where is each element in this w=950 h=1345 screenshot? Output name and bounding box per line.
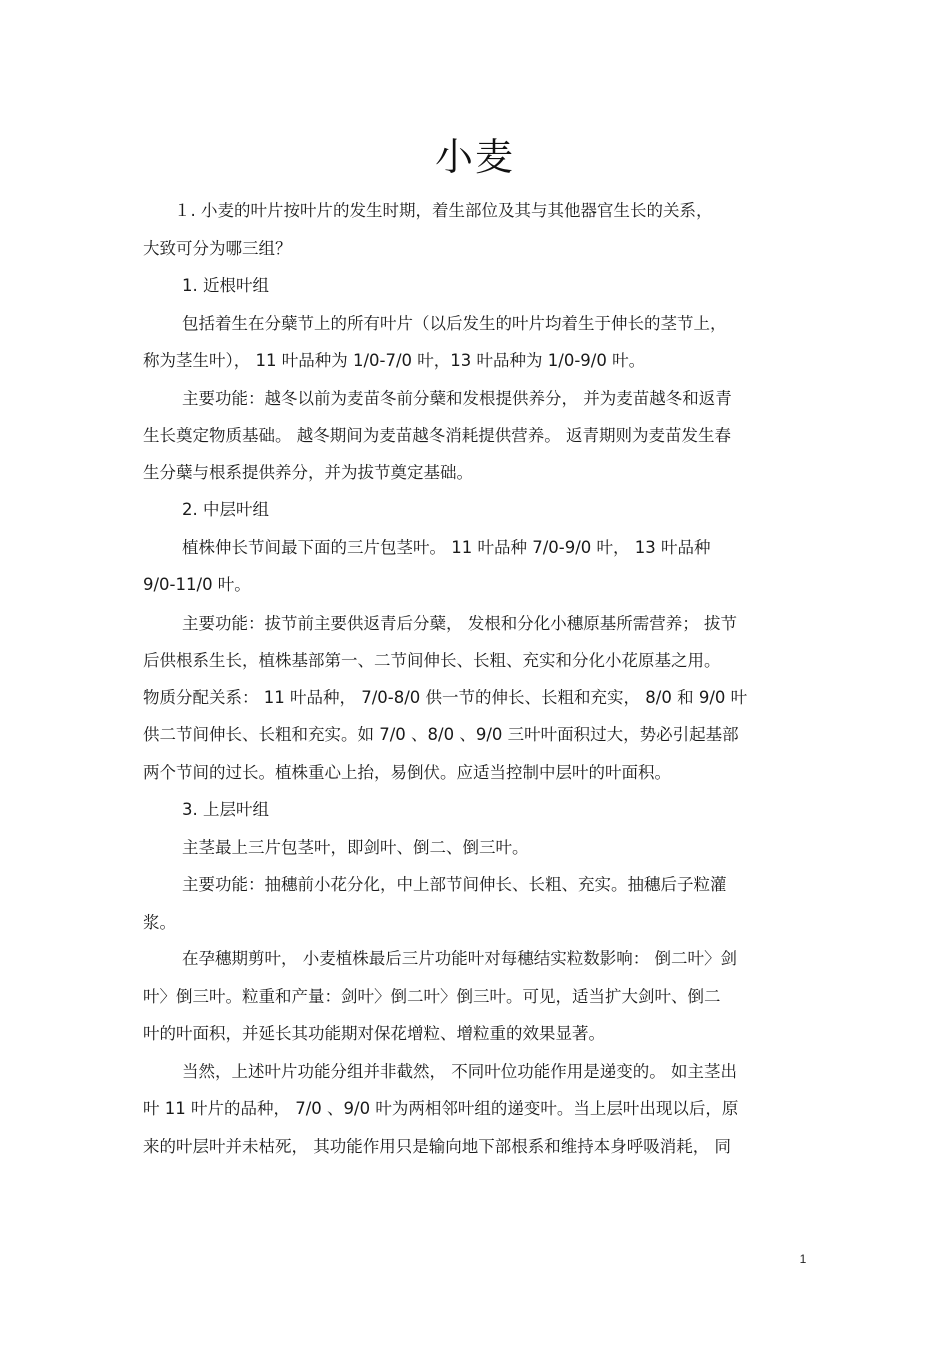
group-2-definition-line-1: 植株伸长节间最下面的三片包茎叶。 11 叶品种 7/0-9/0 叶， 13 叶品种: [182, 538, 711, 557]
group-1-function-line-1: 主要功能：越冬以前为麦苗冬前分蘖和发根提供养分， 并为麦苗越冬和返青: [182, 389, 732, 408]
group-1-function-line-2: 生长奠定物质基础。 越冬期间为麦苗越冬消耗提供营养。 返青期则为麦苗发生春: [143, 426, 731, 445]
group-2-heading: 2. 中层叶组: [182, 500, 269, 519]
group-2-function-line-2: 后供根系生长，植株基部第一、二节间伸长、长粗、充实和分化小花原基之用。: [143, 651, 721, 670]
note-line-2: 叶 11 叶片的品种， 7/0 、9/0 叶为两相邻叶组的递变叶。当上层叶出现以后，原: [143, 1099, 739, 1118]
trim-leaf-line-3: 叶的叶面积，并延长其功能期对保花增粒、增粒重的效果显著。: [143, 1024, 605, 1043]
question-1-line-1: １. 小麦的叶片按叶片的发生时期，着生部位及其与其他器官生长的关系，: [174, 201, 713, 220]
group-3-function-line-2: 浆。: [143, 913, 176, 932]
group-2-allocation-line-2: 供二节间伸长、长粗和充实。如 7/0 、8/0 、9/0 三叶叶面积过大，势必引起基部: [143, 725, 739, 744]
group-1-heading: 1. 近根叶组: [182, 276, 269, 295]
page-number: 1: [799, 1252, 807, 1266]
group-2-allocation-line-1: 物质分配关系： 11 叶品种， 7/0-8/0 供一节的伸长、长粗和充实， 8/0 和 9/0 叶: [143, 688, 748, 707]
group-3-function-line-1: 主要功能：抽穗前小花分化，中上部节间伸长、长粗、充实。抽穗后子粒灌: [182, 875, 727, 894]
group-1-definition-line-2: 称为茎生叶）， 11 叶品种为 1/0-7/0 叶，13 叶品种为 1/0-9/0 叶。: [143, 351, 646, 370]
group-3-heading: 3. 上层叶组: [182, 800, 269, 819]
group-1-function-line-3: 生分蘖与根系提供养分，并为拔节奠定基础。: [143, 463, 473, 482]
group-1-definition-line-1: 包括着生在分蘖节上的所有叶片（以后发生的叶片均着生于伸长的茎节上，: [182, 314, 727, 333]
page-title: 小麦: [434, 135, 515, 179]
group-2-function-line-1: 主要功能：拔节前主要供返青后分蘖， 发根和分化小穗原基所需营养； 拔节: [182, 614, 737, 633]
group-2-definition-line-2: 9/0-11/0 叶。: [143, 575, 251, 594]
group-3-definition-line-1: 主茎最上三片包茎叶，即剑叶、倒二、倒三叶。: [182, 838, 529, 857]
note-line-3: 来的叶层叶并未枯死， 其功能作用只是输向地下部根系和维持本身呼吸消耗， 同: [143, 1137, 731, 1156]
note-line-1: 当然，上述叶片功能分组并非截然， 不同叶位功能作用是递变的。 如主茎出: [182, 1062, 737, 1081]
group-2-allocation-line-3: 两个节间的过长。植株重心上抬，易倒伏。应适当控制中层叶的叶面积。: [143, 763, 671, 782]
question-1-line-2: 大致可分为哪三组？: [143, 239, 292, 258]
trim-leaf-line-2: 叶〉倒三叶。粒重和产量：剑叶〉倒二叶〉倒三叶。可见，适当扩大剑叶、倒二: [143, 987, 721, 1006]
trim-leaf-line-1: 在孕穗期剪叶， 小麦植株最后三片功能叶对每穗结实粒数影响： 倒二叶〉剑: [182, 949, 737, 968]
